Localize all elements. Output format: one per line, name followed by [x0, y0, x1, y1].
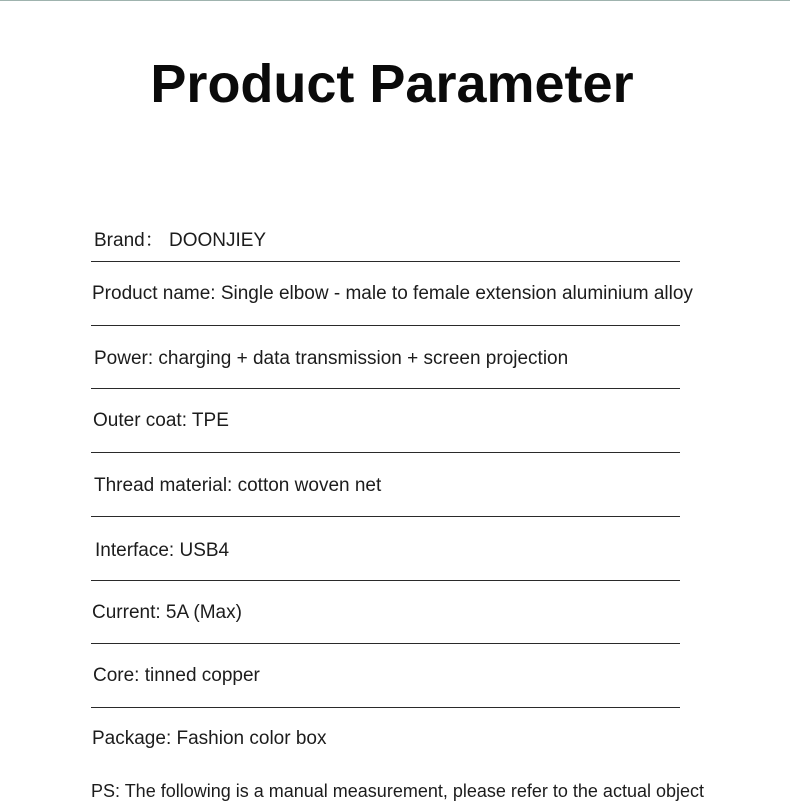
param-interface: Interface: USB4 [95, 540, 230, 561]
divider [91, 325, 680, 326]
param-product-name: Product name: Single elbow - male to female extension aluminium alloy [92, 283, 693, 304]
param-current: Current: 5A (Max) [92, 602, 242, 623]
param-brand: Brand： DOONJIEY [94, 230, 267, 251]
param-thread-material: Thread material: cotton woven net [94, 475, 382, 496]
divider [91, 388, 680, 389]
divider [91, 580, 680, 581]
divider [91, 516, 680, 517]
ps-note: PS: The following is a manual measurement, please refer to the actual object [91, 781, 705, 801]
divider [91, 643, 680, 644]
divider [91, 707, 680, 708]
param-outer-coat: Outer coat: TPE [93, 410, 229, 431]
top-rule [0, 0, 790, 1]
divider [91, 452, 680, 453]
param-core: Core: tinned copper [93, 665, 260, 686]
param-package: Package: Fashion color box [92, 728, 327, 749]
page-title: Product Parameter [150, 54, 634, 114]
divider [91, 261, 680, 262]
param-power: Power: charging + data transmission + screen projection [94, 348, 569, 369]
